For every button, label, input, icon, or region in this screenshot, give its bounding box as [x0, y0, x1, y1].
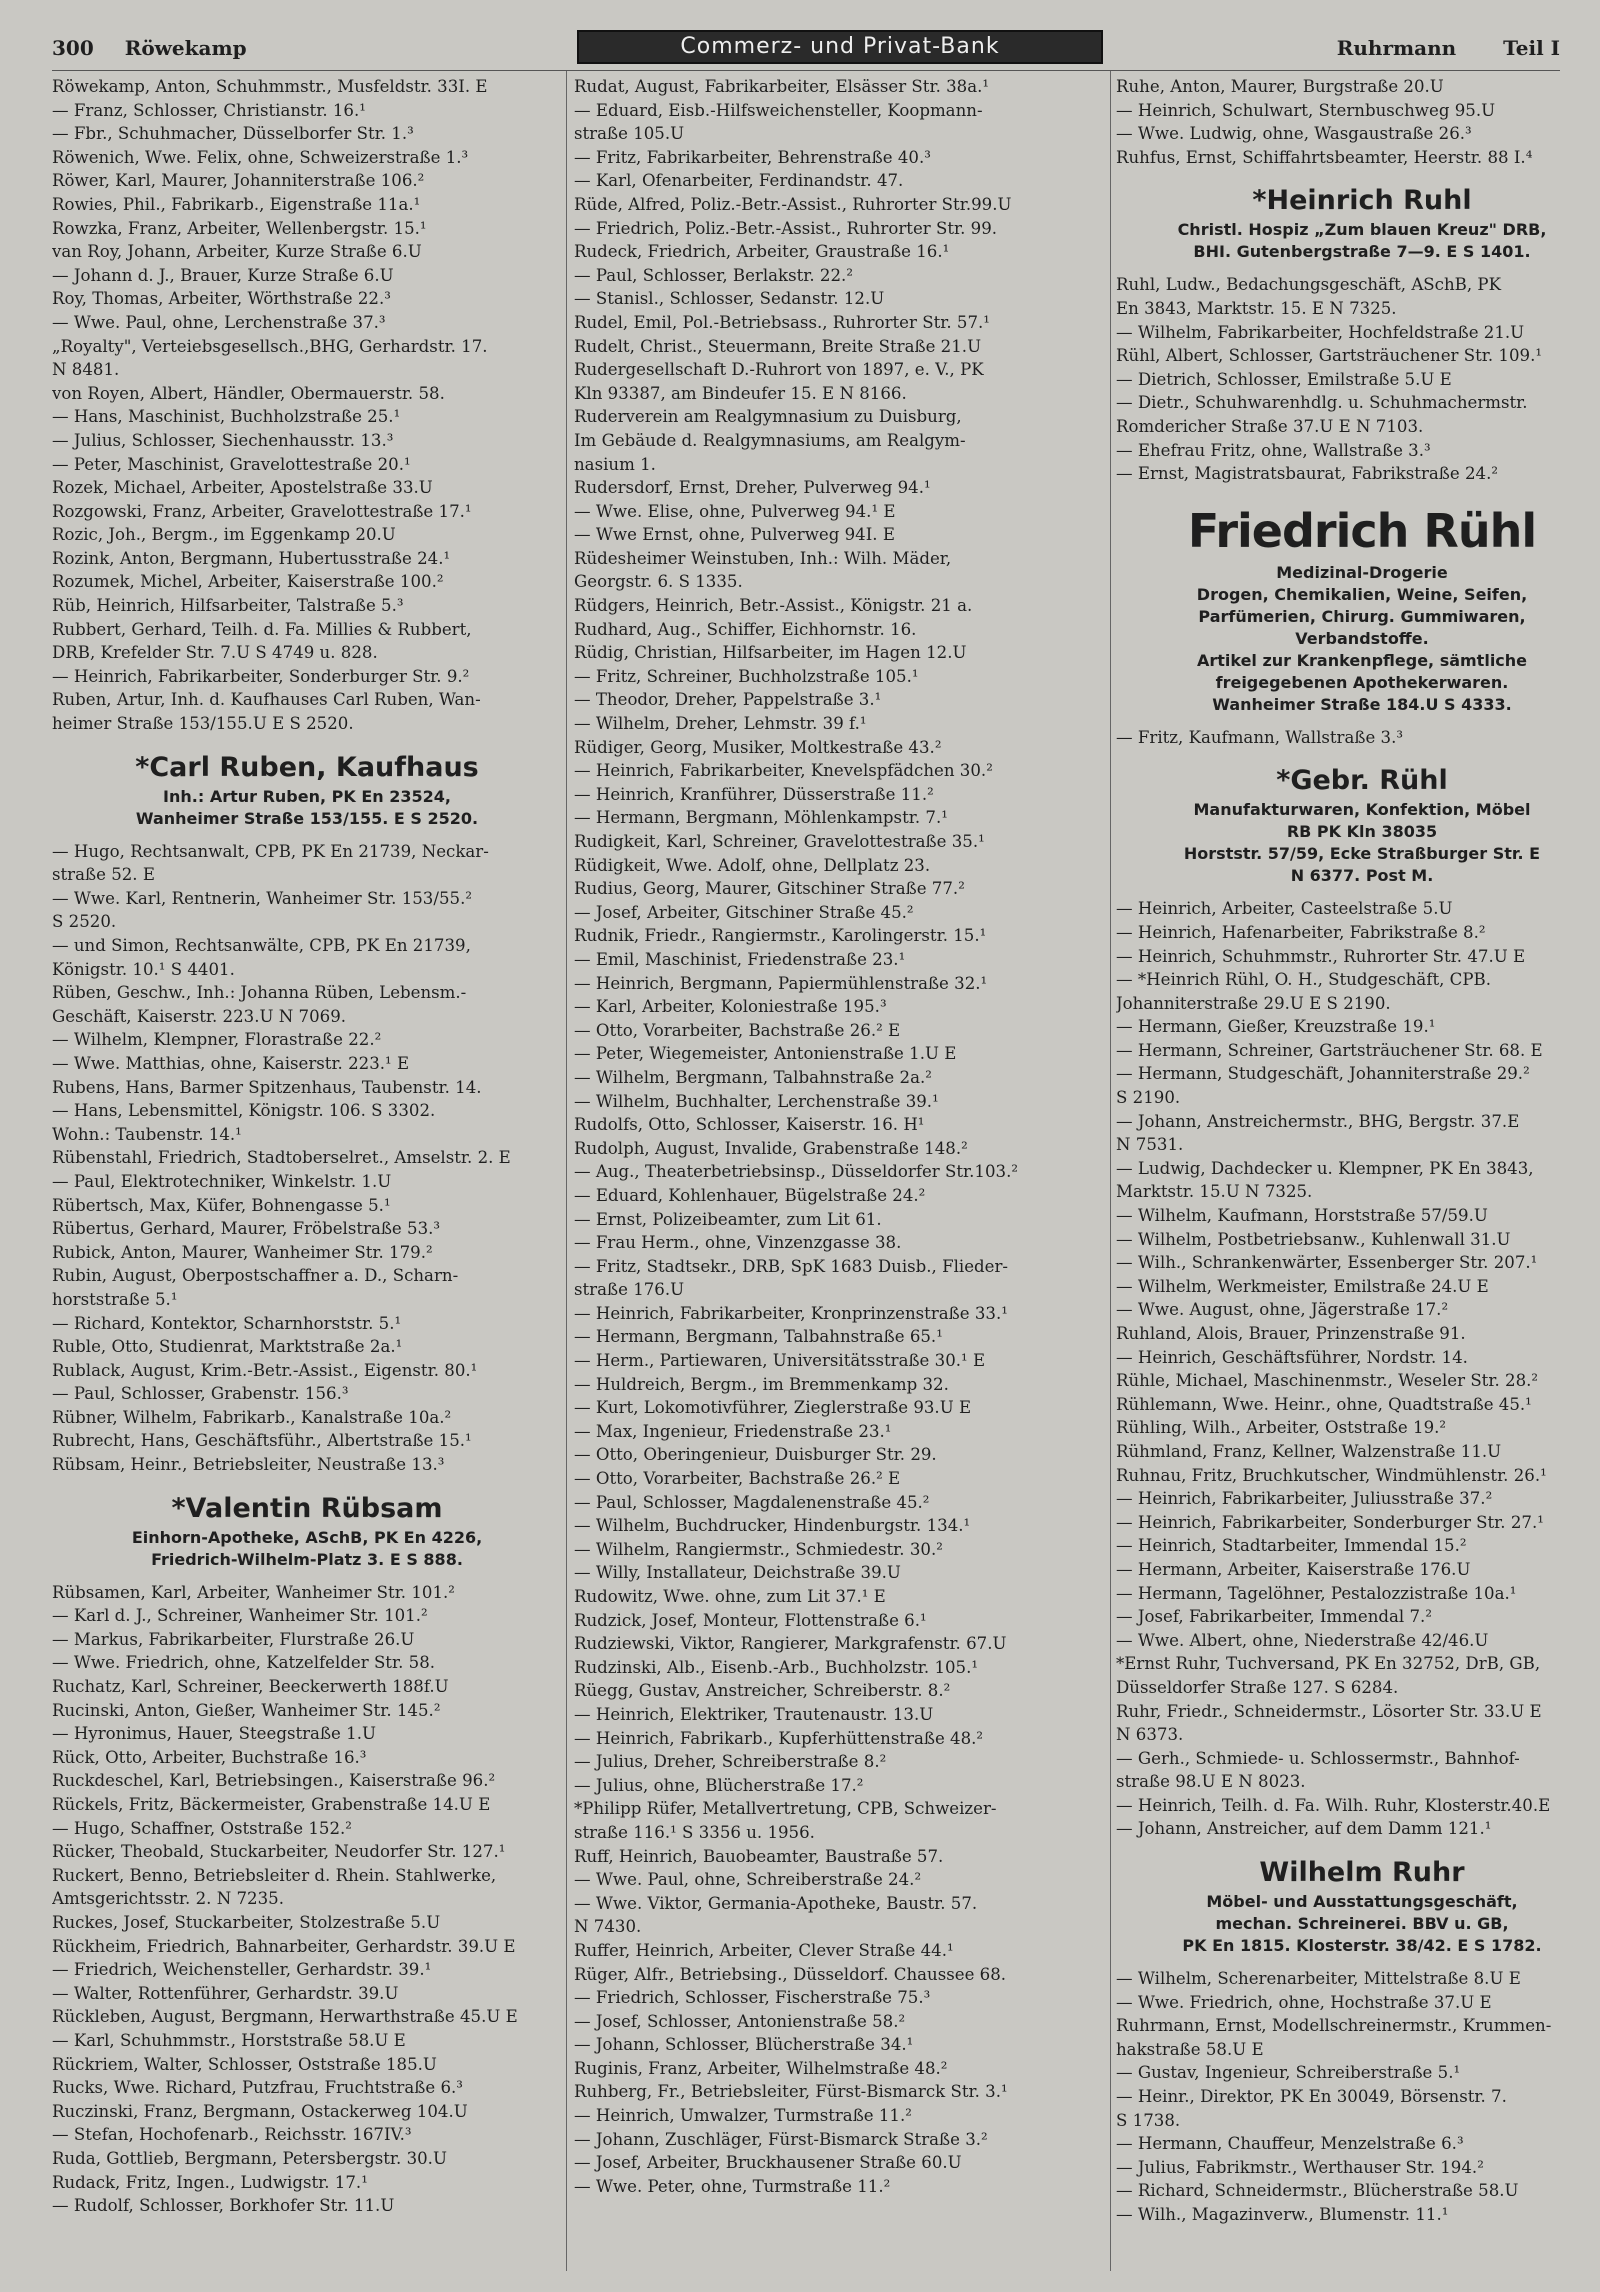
directory-entry: Rüdgers, Heinrich, Betr.-Assist., Königstr. 21 a.	[574, 596, 973, 616]
directory-entry: Rudel, Emil, Pol.-Betriebsass., Ruhrorter Str. 57.¹	[574, 312, 990, 332]
directory-entry: — Wwe Ernst, ohne, Pulverweg 94I. E	[574, 525, 895, 545]
directory-entry: Rozek, Michael, Arbeiter, Apostelstraße 33.U	[52, 478, 433, 498]
directory-entry: — Dietr., Schuhwarenhdlg. u. Schuhmachermstr.	[1116, 393, 1528, 413]
directory-entry: N 6373.	[1116, 1725, 1184, 1745]
directory-entry: straße 98.U E N 8023.	[1116, 1772, 1306, 1792]
directory-entry: — Otto, Vorarbeiter, Bachstraße 26.² E	[574, 1020, 901, 1040]
directory-entry: — Heinrich, Bergmann, Papiermühlenstraße 32.¹	[574, 973, 988, 993]
advertisement	[1116, 763, 1600, 887]
directory-entry: Ruff, Heinrich, Bauobeamter, Baustraße 57.	[574, 1846, 944, 1866]
directory-entry: Rudolfs, Otto, Schlosser, Kaiserstr. 16. H¹	[574, 1115, 925, 1135]
directory-entry: Ruckert, Benno, Betriebsleiter d. Rhein. Stahlwerke,	[52, 1865, 497, 1885]
directory-entry: Im Gebäude d. Realgymnasiums, am Realgym-	[574, 430, 966, 450]
directory-entry: Rübner, Wilhelm, Fabrikarb., Kanalstraße 10a.²	[52, 1407, 452, 1427]
directory-entry: — Heinrich, Fabrikarbeiter, Kronprinzenstraße 33.¹	[574, 1303, 1008, 1323]
directory-entry: Ruckes, Josef, Stuckarbeiter, Stolzestraße 5.U	[52, 1912, 441, 1932]
directory-entry: — Heinrich, Kranführer, Düsserstraße 11.²	[574, 784, 934, 804]
directory-entry: N 7430.	[574, 1917, 642, 1937]
directory-entry: Rüdiger, Georg, Musiker, Moltkestraße 43.²	[574, 737, 942, 757]
directory-entry: straße 105.U	[574, 124, 685, 144]
directory-entry: — Josef, Arbeiter, Gitschiner Straße 45.²	[574, 902, 914, 922]
bank-banner: Commerz- und Privat-Bank	[577, 30, 1103, 64]
directory-entry: — Julius, Dreher, Schreiberstraße 8.²	[574, 1752, 887, 1772]
directory-entry: Rück, Otto, Arbeiter, Buchstraße 16.³	[52, 1747, 367, 1767]
directory-entry: Rudergesellschaft D.-Ruhrort von 1897, e. V., PK	[574, 360, 984, 380]
advertisement-line: Medizinal-Drogerie	[1276, 562, 1448, 582]
directory-entry: — Wwe. Elise, ohne, Pulverweg 94.¹ E	[574, 501, 896, 521]
right-keyword: Ruhrmann	[1336, 36, 1457, 60]
advertisement-line: Möbel- und Ausstattungsgeschäft,	[1206, 1892, 1518, 1912]
directory-entry: Rühling, Wilh., Arbeiter, Oststraße 19.²	[1116, 1418, 1447, 1438]
directory-entry: N 7531.	[1116, 1135, 1184, 1155]
directory-entry: — Wwe. Peter, ohne, Turmstraße 11.²	[574, 2176, 891, 2196]
directory-entry: — Hermann, Arbeiter, Kaiserstraße 176.U	[1116, 1559, 1471, 1579]
directory-entry: Ruhfus, Ernst, Schiffahrtsbeamter, Heerstr. 88 I.⁴	[1116, 147, 1533, 167]
directory-entry: Rübsam, Heinr., Betriebsleiter, Neustraße 13.³	[52, 1455, 445, 1475]
advertisement-line: N 6377. Post M.	[1290, 866, 1434, 886]
column-divider	[566, 71, 567, 2271]
directory-entry: — und Simon, Rechtsanwälte, CPB, PK En 21739,	[52, 936, 471, 955]
directory-entry: Rübenstahl, Friedrich, Stadtoberselret., Amselstr. 2. E	[52, 1148, 511, 1168]
directory-entry: Amtsgerichtsstr. 2. N 7235.	[52, 1889, 284, 1909]
directory-entry: Rozumek, Michel, Arbeiter, Kaiserstraße 100.²	[52, 572, 444, 592]
directory-entry: Röwer, Karl, Maurer, Johanniterstraße 106.²	[52, 171, 425, 191]
advertisement	[1116, 183, 1600, 263]
directory-entry: — Wilhelm, Bergmann, Talbahnstraße 2a.²	[574, 1067, 932, 1087]
directory-entry: — Wilhelm, Fabrikarbeiter, Hochfeldstraße 21.U	[1116, 322, 1525, 342]
directory-entry: Rozink, Anton, Bergmann, Hubertusstraße 24.¹	[52, 548, 451, 568]
directory-entry: Rüegg, Gustav, Anstreicher, Schreiberstr. 8.²	[574, 1681, 951, 1701]
advertisement	[52, 1491, 562, 1571]
advertisement-title: *Valentin Rübsam	[171, 1492, 443, 1524]
directory-entry: Rückheim, Friedrich, Bahnarbeiter, Gerhardstr. 39.U E	[52, 1936, 516, 1956]
directory-entry: van Roy, Johann, Arbeiter, Kurze Straße 6.U	[52, 242, 422, 262]
directory-entry: — Johann d. J., Brauer, Kurze Straße 6.U	[52, 265, 394, 285]
directory-entry: Rudat, August, Fabrikarbeiter, Elsässer Str. 38a.¹	[574, 77, 990, 96]
advertisement-title: Wilhelm Ruhr	[1259, 1857, 1465, 1889]
directory-entry: — Hermann, Tagelöhner, Pestalozzistraße 10a.¹	[1116, 1583, 1517, 1603]
directory-entry: — Heinrich, Hafenarbeiter, Fabrikstraße 8.²	[1116, 922, 1486, 942]
directory-entry: Roy, Thomas, Arbeiter, Wörthstraße 22.³	[52, 289, 391, 309]
directory-entry: — Eduard, Eisb.-Hilfsweichensteller, Koopmann-	[574, 100, 983, 120]
header-left	[52, 36, 271, 60]
directory-entry: heimer Straße 153/155.U E S 2520.	[52, 714, 354, 734]
directory-entry: — Julius, Fabrikmstr., Werthauser Str. 194.²	[1116, 2157, 1484, 2177]
directory-entry: *Ernst Ruhr, Tuchversand, PK En 32752, DrB, GB,	[1116, 1654, 1541, 1674]
directory-entry: Rühl, Albert, Schlosser, Gartsträuchener Str. 109.¹	[1116, 346, 1543, 366]
directory-entry: — Heinrich, Fabrikarbeiter, Knevelspfädchen 30.²	[574, 761, 993, 781]
directory-entry: Rudzinski, Alb., Eisenb.-Arb., Buchholzstr. 105.¹	[574, 1657, 979, 1677]
directory-entry: Rudhard, Aug., Schiffer, Eichhornstr. 16.	[574, 619, 917, 639]
directory-entry: DRB, Krefelder Str. 7.U S 4749 u. 828.	[52, 643, 378, 663]
directory-entry: straße 116.¹ S 3356 u. 1956.	[574, 1822, 815, 1842]
directory-entry: — Wwe. Karl, Rentnerin, Wanheimer Str. 153/55.²	[52, 888, 472, 908]
directory-entry: Ruhe, Anton, Maurer, Burgstraße 20.U	[1116, 77, 1444, 96]
advertisement-line: Horststr. 57/59, Ecke Straßburger Str. E	[1183, 844, 1541, 864]
advertisement-line: Artikel zur Krankenpflege, sämtliche	[1196, 650, 1528, 670]
directory-entry: Rudius, Georg, Maurer, Gitschiner Straße 77.²	[574, 879, 965, 899]
directory-entry: Ruble, Otto, Studienrat, Marktstraße 2a.¹	[52, 1337, 403, 1357]
directory-entry: Ruhberg, Fr., Betriebsleiter, Fürst-Bismarck Str. 3.¹	[574, 2082, 1008, 2102]
column-divider	[1110, 71, 1111, 2271]
directory-entry: — Karl, Ofenarbeiter, Ferdinandstr. 47.	[574, 171, 904, 191]
advertisement	[52, 750, 562, 830]
directory-entry: Rücker, Theobald, Stuckarbeiter, Neudorfer Str. 127.¹	[52, 1842, 506, 1862]
directory-entry: — Frau Herm., ohne, Vinzenzgasse 38.	[574, 1233, 902, 1253]
advertisement-line: freigegebenen Apothekerwaren.	[1215, 672, 1509, 692]
directory-entry: — Stanisl., Schlosser, Sedanstr. 12.U	[574, 289, 885, 309]
directory-entry: Georgstr. 6. S 1335.	[574, 572, 743, 592]
directory-entry: — Dietrich, Schlosser, Emilstraße 5.U E	[1116, 369, 1452, 389]
directory-entry: Rüben, Geschw., Inh.: Johanna Rüben, Lebensm.-	[52, 983, 467, 1003]
directory-entry: — Gerh., Schmiede- u. Schlossermstr., Bahnhof-	[1116, 1748, 1520, 1768]
directory-entry: — Huldreich, Bergm., im Bremmenkamp 32.	[574, 1374, 949, 1394]
directory-entry: — Richard, Kontektor, Scharnhorststr. 5.¹	[52, 1313, 402, 1333]
directory-entry: Rübertsch, Max, Küfer, Bohnengasse 5.¹	[52, 1195, 391, 1215]
column-3	[1116, 75, 1600, 2271]
directory-entry: — Wilhelm, Dreher, Lehmstr. 39 f.¹	[574, 714, 867, 734]
directory-entry: Rüdesheimer Weinstuben, Inh.: Wilh. Mäder,	[574, 548, 952, 568]
directory-entry: — Heinrich, Schuhmmstr., Ruhrorter Str. 47.U E	[1116, 946, 1526, 966]
directory-entry: — Max, Ingenieur, Friedenstraße 23.¹	[574, 1421, 892, 1441]
directory-entry: Rucks, Wwe. Richard, Putzfrau, Fruchtstraße 6.³	[52, 2078, 463, 2098]
directory-entry: — Josef, Fabrikarbeiter, Immendal 7.²	[1116, 1607, 1432, 1627]
directory-entry: Ruhr, Friedr., Schneidermstr., Lösorter Str. 33.U E	[1116, 1701, 1542, 1721]
header-right	[1297, 36, 1560, 60]
directory-entry: Rowies, Phil., Fabrikarb., Eigenstraße 11a.¹	[52, 194, 421, 214]
directory-entry: *Philipp Rüfer, Metallvertretung, CPB, Schweizer-	[574, 1799, 997, 1819]
directory-entry: — Josef, Schlosser, Antonienstraße 58.²	[574, 2011, 906, 2031]
directory-entry: — Hermann, Bergmann, Möhlenkampstr. 7.¹	[574, 808, 948, 828]
directory-entry: — Paul, Schlosser, Magdalenenstraße 45.²	[574, 1492, 930, 1512]
advertisement-line: PK En 1815. Klosterstr. 38/42. E S 1782.	[1182, 1936, 1542, 1956]
directory-entry: — Hans, Lebensmittel, Königstr. 106. S 3302.	[52, 1101, 436, 1121]
directory-entry: — Hermann, Chauffeur, Menzelstraße 6.³	[1116, 2134, 1464, 2154]
directory-entry: — Wilh., Schrankenwärter, Essenberger Str. 207.¹	[1116, 1253, 1538, 1273]
directory-entry: S 2520.	[52, 912, 117, 932]
directory-entry: — Wwe. Matthias, ohne, Kaiserstr. 223.¹ E	[52, 1053, 410, 1073]
directory-entry: — Josef, Arbeiter, Bruckhausener Straße 60.U	[574, 2153, 962, 2173]
directory-entry: Marktstr. 15.U N 7325.	[1116, 1182, 1313, 1202]
directory-entry: Ruginis, Franz, Arbeiter, Wilhelmstraße 48.²	[574, 2058, 948, 2078]
directory-entry: — Heinrich, Umwalzer, Turmstraße 11.²	[574, 2106, 912, 2126]
directory-entry: Ruchatz, Karl, Schreiner, Beeckerwerth 188f.U	[52, 1677, 449, 1697]
directory-entry: — Rudolf, Schlosser, Borkhofer Str. 11.U	[52, 2196, 395, 2216]
directory-entry: Rowzka, Franz, Arbeiter, Wellenbergstr. 15.¹	[52, 218, 427, 238]
directory-entry: Ruhl, Ludw., Bedachungsgeschäft, ASchB, PK	[1116, 275, 1501, 295]
directory-entry: N 8481.	[52, 360, 120, 380]
directory-entry: — Paul, Schlosser, Grabenstr. 156.³	[52, 1384, 349, 1404]
directory-entry: Rozgowski, Franz, Arbeiter, Gravelottestraße 17.¹	[52, 501, 472, 521]
directory-entry: — Wilhelm, Rangiermstr., Schmiedestr. 30.²	[574, 1539, 943, 1559]
directory-entry: Rudziewski, Viktor, Rangierer, Markgrafenstr. 67.U	[574, 1634, 1007, 1654]
directory-entry: Rublack, August, Krim.-Betr.-Assist., Eigenstr. 80.¹	[52, 1360, 478, 1380]
directory-entry: — Aug., Theaterbetriebsinsp., Düsseldorfer Str.103.²	[574, 1162, 1019, 1182]
advertisement-title: *Gebr. Rühl	[1276, 765, 1448, 797]
advertisement-line: RB PK Kln 38035	[1286, 822, 1438, 842]
directory-entry: Rüdigkeit, Wwe. Adolf, ohne, Dellplatz 23.	[574, 855, 931, 875]
directory-entry: Rüdig, Christian, Hilfsarbeiter, im Hagen 12.U	[574, 643, 967, 663]
directory-entry: — Hugo, Rechtsanwalt, CPB, PK En 21739, Neckar-	[52, 841, 489, 861]
directory-entry: — Julius, ohne, Blücherstraße 17.²	[574, 1775, 864, 1795]
directory-entry: — Heinrich, Elektriker, Trautenaustr. 13.U	[574, 1704, 934, 1724]
directory-entry: Rückriem, Walter, Schlosser, Oststraße 185.U	[52, 2054, 437, 2074]
directory-entry: — Karl d. J., Schreiner, Wanheimer Str. 101.²	[52, 1606, 428, 1626]
directory-entry: Rozic, Joh., Bergm., im Eggenkamp 20.U	[52, 525, 396, 545]
directory-entry: — Fritz, Kaufmann, Wallstraße 3.³	[1116, 727, 1404, 747]
directory-entry: — Hermann, Studgeschäft, Johanniterstraße 29.²	[1116, 1064, 1530, 1084]
directory-entry: von Royen, Albert, Händler, Obermauerstr. 58.	[52, 383, 445, 403]
directory-entry: Ruhland, Alois, Brauer, Prinzenstraße 91.	[1116, 1324, 1466, 1343]
directory-entry: Rückleben, August, Bergmann, Herwarthstraße 45.U E	[52, 2007, 518, 2027]
directory-entry: — Herm., Partiewaren, Universitätsstraße 30.¹ E	[574, 1351, 986, 1371]
advertisement-title: *Carl Ruben, Kaufhaus	[135, 751, 479, 783]
directory-entry: — Heinr., Direktor, PK En 30049, Börsenstr. 7.	[1116, 2087, 1507, 2107]
page-number: 300	[52, 36, 94, 60]
directory-entry: straße 52. E	[52, 865, 155, 885]
directory-entry: Rubens, Hans, Barmer Spitzenhaus, Taubenstr. 14.	[52, 1077, 482, 1097]
directory-entry: Rudzick, Josef, Monteur, Flottenstraße 6.¹	[574, 1610, 927, 1630]
directory-entry: En 3843, Marktstr. 15. E N 7325.	[1116, 298, 1397, 318]
directory-entry: Rucinski, Anton, Gießer, Wanheimer Str. 145.²	[52, 1700, 441, 1720]
directory-entry: Ruczinski, Franz, Bergmann, Ostackerweg 104.U	[52, 2101, 468, 2121]
directory-entry: — Markus, Fabrikarbeiter, Flurstraße 26.U	[52, 1629, 415, 1649]
directory-entry: — *Heinrich Rühl, O. H., Studgeschäft, CPB.	[1116, 970, 1492, 990]
directory-entry: Rübertus, Gerhard, Maurer, Fröbelstraße 53.³	[52, 1219, 441, 1239]
advertisement-title: Friedrich Rühl	[1187, 503, 1537, 558]
directory-entry: — Wilhelm, Kaufmann, Horststraße 57/59.U	[1116, 1206, 1488, 1226]
advertisement-line: mechan. Schreinerei. BBV u. GB,	[1215, 1914, 1509, 1934]
directory-entry: Kln 93387, am Bindeufer 15. E N 8166.	[574, 383, 907, 403]
directory-entry: Rudelt, Christ., Steuermann, Breite Straße 21.U	[574, 336, 982, 356]
directory-entry: — Ehefrau Fritz, ohne, Wallstraße 3.³	[1116, 440, 1431, 460]
column-2	[574, 75, 1106, 2271]
directory-entry: hakstraße 58.U E	[1116, 2039, 1264, 2059]
directory-entry: „Royalty", Verteiebsgesellsch.,BHG, Gerhardstr. 17.	[52, 336, 488, 356]
directory-entry: Ruben, Artur, Inh. d. Kaufhauses Carl Ruben, Wan-	[52, 690, 481, 710]
directory-entry: Rudeck, Friedrich, Arbeiter, Graustraße 16.¹	[574, 242, 950, 262]
directory-entry: — Franz, Schlosser, Christianstr. 16.¹	[52, 100, 366, 120]
directory-entry: Königstr. 10.¹ S 4401.	[52, 959, 235, 979]
directory-entry: — Johann, Zuschläger, Fürst-Bismarck Straße 3.²	[574, 2129, 988, 2149]
directory-entry: — Otto, Oberingenieur, Duisburger Str. 29.	[574, 1445, 937, 1465]
advertisement-line: Wanheimer Straße 184.U S 4333.	[1212, 694, 1512, 714]
directory-entry: Rubin, August, Oberpostschaffner a. D., Scharn-	[52, 1266, 459, 1286]
directory-entry: — Karl, Arbeiter, Koloniestraße 195.³	[574, 997, 887, 1017]
directory-entry: — Heinrich, Stadtarbeiter, Immendal 15.²	[1116, 1536, 1467, 1556]
directory-entry: Romdericher Straße 37.U E N 7103.	[1116, 416, 1424, 436]
directory-entry: — Heinrich, Fabrikarb., Kupferhüttenstraße 48.²	[574, 1728, 984, 1748]
directory-entry: Rudack, Fritz, Ingen., Ludwigstr. 17.¹	[52, 2172, 368, 2192]
directory-entry: — Heinrich, Schulwart, Sternbuschweg 95.U	[1116, 100, 1496, 120]
directory-entry: Röwekamp, Anton, Schuhmmstr., Musfeldstr. 33I. E	[52, 77, 488, 96]
left-keyword: Röwekamp	[124, 36, 247, 60]
directory-entry: Rudnik, Friedr., Rangiermstr., Karolingerstr. 15.¹	[574, 926, 987, 946]
directory-entry: Rüger, Alfr., Betriebsing., Düsseldorf. Chaussee 68.	[574, 1964, 1007, 1984]
directory-entry: — Heinrich, Fabrikarbeiter, Sonderburger Str. 9.²	[52, 666, 470, 686]
directory-entry: — Friedrich, Poliz.-Betr.-Assist., Ruhrorter Str. 99.	[574, 218, 998, 238]
directory-entry: — Heinrich, Arbeiter, Casteelstraße 5.U	[1116, 899, 1453, 919]
directory-entry: — Otto, Vorarbeiter, Bachstraße 26.² E	[574, 1469, 901, 1489]
advertisement	[1116, 500, 1600, 716]
directory-entry: — Heinrich, Fabrikarbeiter, Sonderburger Str. 27.¹	[1116, 1512, 1544, 1532]
advertisement-line: Drogen, Chemikalien, Weine, Seifen,	[1196, 584, 1528, 604]
directory-entry: Ruderverein am Realgymnasium zu Duisburg,	[574, 407, 962, 427]
directory-entry: — Friedrich, Weichensteller, Gerhardstr. 39.¹	[52, 1960, 432, 1980]
directory-entry: — Wwe. Friedrich, ohne, Katzelfelder Str. 58.	[52, 1653, 436, 1673]
directory-entry: — Emil, Maschinist, Friedenstraße 23.¹	[574, 949, 906, 969]
directory-entry: — Wilhelm, Postbetriebsanw., Kuhlenwall 31.U	[1116, 1229, 1511, 1249]
directory-entry: Düsseldorfer Straße 127. S 6284.	[1116, 1677, 1399, 1697]
directory-entry: — Friedrich, Schlosser, Fischerstraße 75.³	[574, 1988, 931, 2008]
directory-entry: — Hans, Maschinist, Buchholzstraße 25.¹	[52, 407, 401, 427]
directory-entry: — Wwe. Viktor, Germania-Apotheke, Baustr. 57.	[574, 1893, 978, 1913]
directory-entry: — Willy, Installateur, Deichstraße 39.U	[574, 1563, 901, 1583]
directory-entry: Rüb, Heinrich, Hilfsarbeiter, Talstraße 5.³	[52, 596, 404, 616]
directory-entry: — Karl, Schuhmmstr., Horststraße 58.U E	[52, 2030, 406, 2050]
directory-entry: — Ernst, Magistratsbaurat, Fabrikstraße 24.²	[1116, 464, 1499, 484]
directory-entry: Ruckdeschel, Karl, Betriebsingen., Kaiserstraße 96.²	[52, 1771, 496, 1791]
directory-entry: Rühmland, Franz, Kellner, Walzenstraße 11.U	[1116, 1441, 1502, 1461]
page-header	[52, 30, 1560, 71]
directory-entry: Ruhnau, Fritz, Bruchkutscher, Windmühlenstr. 26.¹	[1116, 1465, 1547, 1485]
directory-entry: — Paul, Schlosser, Berlakstr. 22.²	[574, 265, 853, 285]
directory-entry: Rubbert, Gerhard, Teilh. d. Fa. Millies & Rubbert,	[52, 619, 472, 639]
directory-entry: — Wilhelm, Werkmeister, Emilstraße 24.U E	[1116, 1276, 1489, 1296]
directory-entry: — Walter, Rottenführer, Gerhardstr. 39.U	[52, 1983, 399, 2003]
directory-entry: — Wwe. Albert, ohne, Niederstraße 42/46.U	[1116, 1630, 1489, 1650]
directory-entry: — Richard, Schneidermstr., Blücherstraße 58.U	[1116, 2181, 1519, 2201]
directory-entry: — Johann, Anstreicher, auf dem Damm 121.¹	[1116, 1819, 1492, 1839]
directory-entry: — Wwe. Paul, ohne, Lerchenstraße 37.³	[52, 312, 386, 332]
directory-entry: — Heinrich, Fabrikarbeiter, Juliusstraße 37.²	[1116, 1489, 1493, 1509]
directory-entry: — Wwe. Friedrich, ohne, Hochstraße 37.U E	[1116, 1992, 1492, 2012]
advertisement-line: Wanheimer Straße 153/155. E S 2520.	[135, 808, 479, 828]
directory-entry: — Johann, Anstreichermstr., BHG, Bergstr. 37.E	[1116, 1111, 1520, 1131]
directory-entry: Rudersdorf, Ernst, Dreher, Pulverweg 94.¹	[574, 478, 931, 498]
advertisement-line: Parfümerien, Chirurg. Gummiwaren,	[1198, 606, 1526, 626]
advertisement-line: Manufakturwaren, Konfektion, Möbel	[1193, 800, 1531, 820]
directory-entry: — Hyronimus, Hauer, Steegstraße 1.U	[52, 1724, 376, 1744]
directory-entry: — Johann, Schlosser, Blücherstraße 34.¹	[574, 2035, 914, 2055]
advertisement-line: BHI. Gutenbergstraße 7—9. E S 1401.	[1193, 242, 1531, 262]
directory-entry: Rudowitz, Wwe. ohne, zum Lit 37.¹ E	[574, 1587, 886, 1606]
directory-entry: Rühlemann, Wwe. Heinr., ohne, Quadtstraße 45.¹	[1116, 1394, 1532, 1414]
directory-entry: Ruhrmann, Ernst, Modellschreinermstr., Krummen-	[1116, 2016, 1552, 2036]
directory-entry: — Ernst, Polizeibeamter, zum Lit 61.	[574, 1209, 882, 1229]
directory-entry: — Wilhelm, Scherenarbeiter, Mittelstraße 8.U E	[1116, 1969, 1521, 1989]
columns	[52, 71, 1560, 2271]
directory-entry: Ruda, Gottlieb, Bergmann, Petersbergstr. 30.U	[52, 2148, 447, 2168]
advertisement-line: Inh.: Artur Ruben, PK En 23524,	[163, 786, 451, 806]
directory-entry: Rubick, Anton, Maurer, Wanheimer Str. 179.²	[52, 1242, 433, 1262]
directory-entry: — Julius, Schlosser, Siechenhausstr. 13.³	[52, 430, 394, 450]
directory-entry: — Hermann, Schreiner, Gartsträuchener Str. 68. E	[1116, 1040, 1543, 1060]
directory-entry: — Eduard, Kohlenhauer, Bügelstraße 24.²	[574, 1185, 926, 1205]
directory-entry: — Hermann, Gießer, Kreuzstraße 19.¹	[1116, 1017, 1436, 1037]
directory-entry: — Wilhelm, Buchhalter, Lerchenstraße 39.¹	[574, 1091, 939, 1111]
directory-entry: S 1738.	[1116, 2110, 1181, 2130]
part-label: Teil I	[1503, 36, 1560, 60]
directory-entry: — Heinrich, Geschäftsführer, Nordstr. 14.	[1116, 1347, 1468, 1367]
directory-entry: — Paul, Elektrotechniker, Winkelstr. 1.U	[52, 1171, 392, 1191]
advertisement	[1116, 1855, 1600, 1957]
directory-entry: Wohn.: Taubenstr. 14.¹	[52, 1124, 242, 1144]
directory-entry: — Kurt, Lokomotivführer, Zieglerstraße 93.U E	[574, 1398, 972, 1418]
directory-entry: Rubrecht, Hans, Geschäftsführ., Albertstraße 15.¹	[52, 1431, 472, 1451]
directory-entry: — Fritz, Schreiner, Buchholzstraße 105.¹	[574, 666, 919, 686]
directory-entry: — Stefan, Hochofenarb., Reichsstr. 167IV.³	[52, 2125, 412, 2145]
directory-entry: Rudigkeit, Karl, Schreiner, Gravelottestraße 35.¹	[574, 832, 985, 851]
directory-entry: S 2190.	[1116, 1088, 1181, 1108]
directory-entry: Johanniterstraße 29.U E S 2190.	[1116, 993, 1391, 1013]
directory-entry: Ruffer, Heinrich, Arbeiter, Clever Straße 44.¹	[574, 1940, 954, 1960]
directory-entry: Geschäft, Kaiserstr. 223.U N 7069.	[52, 1006, 347, 1026]
advertisement-line: Christl. Hospiz „Zum blauen Kreuz" DRB,	[1177, 220, 1547, 240]
directory-entry: — Wwe. August, ohne, Jägerstraße 17.²	[1116, 1300, 1449, 1320]
advertisement-line: Verbandstoffe.	[1295, 628, 1429, 648]
directory-entry: — Peter, Maschinist, Gravelottestraße 20.¹	[52, 454, 411, 474]
directory-entry: — Theodor, Dreher, Pappelstraße 3.¹	[574, 690, 882, 710]
directory-entry: Rückels, Fritz, Bäckermeister, Grabenstraße 14.U E	[52, 1795, 491, 1814]
advertisement-line: Friedrich-Wilhelm-Platz 3. E S 888.	[151, 1549, 463, 1569]
column-1	[52, 75, 562, 2271]
directory-entry: Rudolph, August, Invalide, Grabenstraße 148.²	[574, 1138, 968, 1158]
directory-entry: — Gustav, Ingenieur, Schreiberstraße 5.¹	[1116, 2063, 1461, 2083]
directory-entry: — Hermann, Bergmann, Talbahnstraße 65.¹	[574, 1327, 943, 1347]
directory-entry: horststraße 5.¹	[52, 1289, 178, 1309]
directory-entry: — Wwe. Paul, ohne, Schreiberstraße 24.²	[574, 1870, 922, 1890]
directory-entry: — Wilh., Magazinverw., Blumenstr. 11.¹	[1116, 2205, 1449, 2224]
directory-entry: nasium 1.	[574, 454, 656, 474]
directory-entry: — Fritz, Fabrikarbeiter, Behrenstraße 40.³	[574, 147, 931, 167]
directory-entry: — Wwe. Ludwig, ohne, Wasgaustraße 26.³	[1116, 124, 1472, 144]
directory-entry: — Peter, Wiegemeister, Antonienstraße 1.U E	[574, 1044, 957, 1064]
directory-entry: — Fritz, Stadtsekr., DRB, SpK 1683 Duisb., Flieder-	[574, 1256, 1009, 1276]
directory-entry: — Fbr., Schuhmacher, Düsselborfer Str. 1.³	[52, 124, 414, 144]
advertisement-line: Einhorn-Apotheke, ASchB, PK En 4226,	[131, 1527, 483, 1547]
directory-entry: Rühle, Michael, Maschinenmstr., Weseler Str. 28.²	[1116, 1371, 1539, 1391]
directory-entry: Rübsamen, Karl, Arbeiter, Wanheimer Str. 101.²	[52, 1582, 455, 1602]
directory-entry: — Wilhelm, Buchdrucker, Hindenburgstr. 134.¹	[574, 1516, 971, 1536]
directory-entry: Röwenich, Wwe. Felix, ohne, Schweizerstraße 1.³	[52, 147, 469, 167]
directory-entry: — Hugo, Schaffner, Oststraße 152.²	[52, 1818, 352, 1838]
directory-entry: Rüde, Alfred, Poliz.-Betr.-Assist., Ruhrorter Str.99.U	[574, 194, 1012, 214]
directory-entry: straße 176.U	[574, 1280, 685, 1300]
directory-entry: — Wilhelm, Klempner, Florastraße 22.²	[52, 1030, 382, 1050]
directory-entry: — Heinrich, Teilh. d. Fa. Wilh. Ruhr, Klosterstr.40.E	[1116, 1795, 1551, 1815]
advertisement-title: *Heinrich Ruhl	[1252, 185, 1472, 217]
directory-entry: — Ludwig, Dachdecker u. Klempner, PK En 3843,	[1116, 1158, 1534, 1178]
